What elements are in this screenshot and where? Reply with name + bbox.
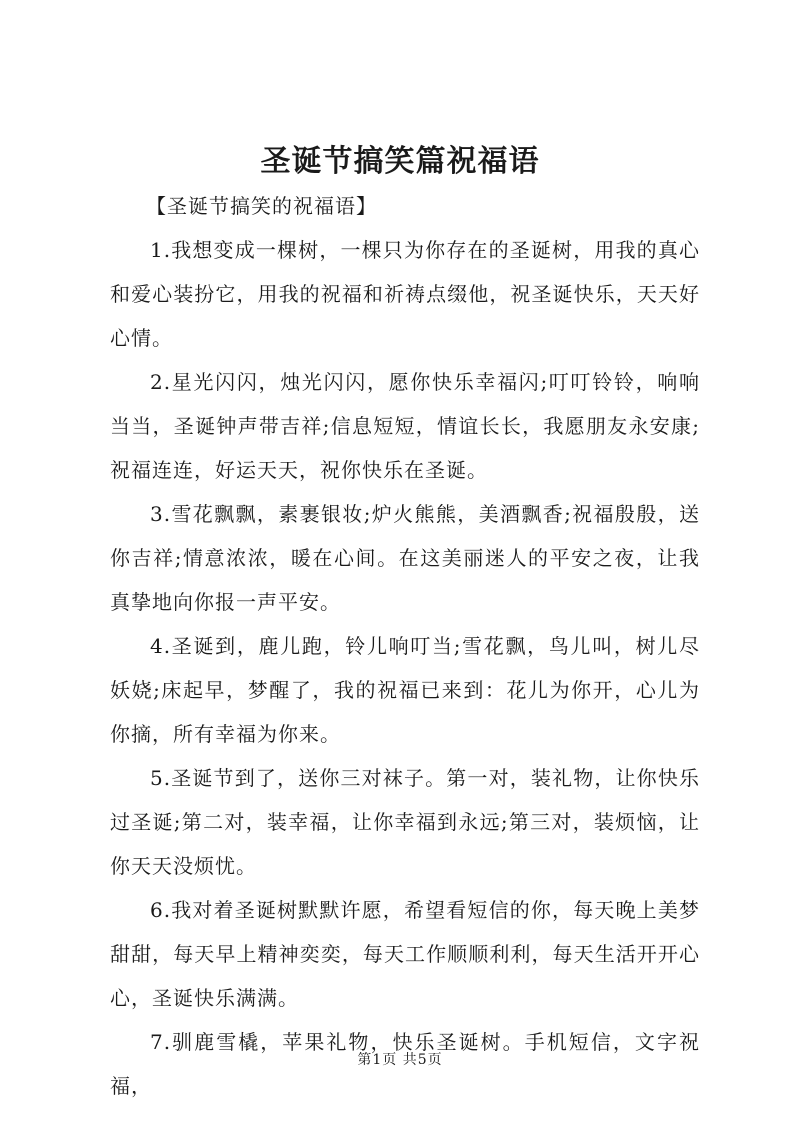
paragraph-6: 6.我对着圣诞树默默许愿，希望看短信的你，每天晚上美梦甜甜，每天早上精神奕奕，每天工作顺顺利利，每天生活开开心心，圣诞快乐满满。	[110, 898, 700, 1010]
paragraph-5: 5.圣诞节到了，送你三对袜子。第一对，装礼物，让你快乐过圣诞;第二对，装幸福，让你幸福到永远;第三对，装烦恼，让你天天没烦忧。	[110, 766, 700, 878]
document-body	[110, 184, 700, 1108]
section-heading: 【圣诞节搞笑的祝福语】	[146, 194, 377, 218]
page-title: 圣诞节搞笑篇祝福语	[260, 144, 540, 179]
paragraph-2: 2.星光闪闪，烛光闪闪，愿你快乐幸福闪;叮叮铃铃，响响当当，圣诞钟声带吉祥;信息短短，情谊长长，我愿朋友永安康;祝福连连，好运天天，祝你快乐在圣诞。	[110, 370, 700, 482]
paragraph-7: 7.驯鹿雪橇，苹果礼物，快乐圣诞树。手机短信，文字祝福，	[110, 1030, 700, 1098]
paragraph-1: 1.我想变成一棵树，一棵只为你存在的圣诞树，用我的真心和爱心装扮它，用我的祝福和祈祷点缀他，祝圣诞快乐，天天好心情。	[110, 238, 700, 350]
paragraph-4: 4.圣诞到，鹿儿跑，铃儿响叮当;雪花飘，鸟儿叫，树儿尽妖娆;床起早，梦醒了，我的祝福已来到：花儿为你开，心儿为你摘，所有幸福为你来。	[110, 634, 700, 746]
paragraph-3: 3.雪花飘飘，素裹银妆;炉火熊熊，美酒飘香;祝福殷殷，送你吉祥;情意浓浓，暖在心间。在这美丽迷人的平安之夜，让我真挚地向你报一声平安。	[110, 502, 700, 614]
page-footer: 第1页 共5页	[357, 1052, 443, 1068]
